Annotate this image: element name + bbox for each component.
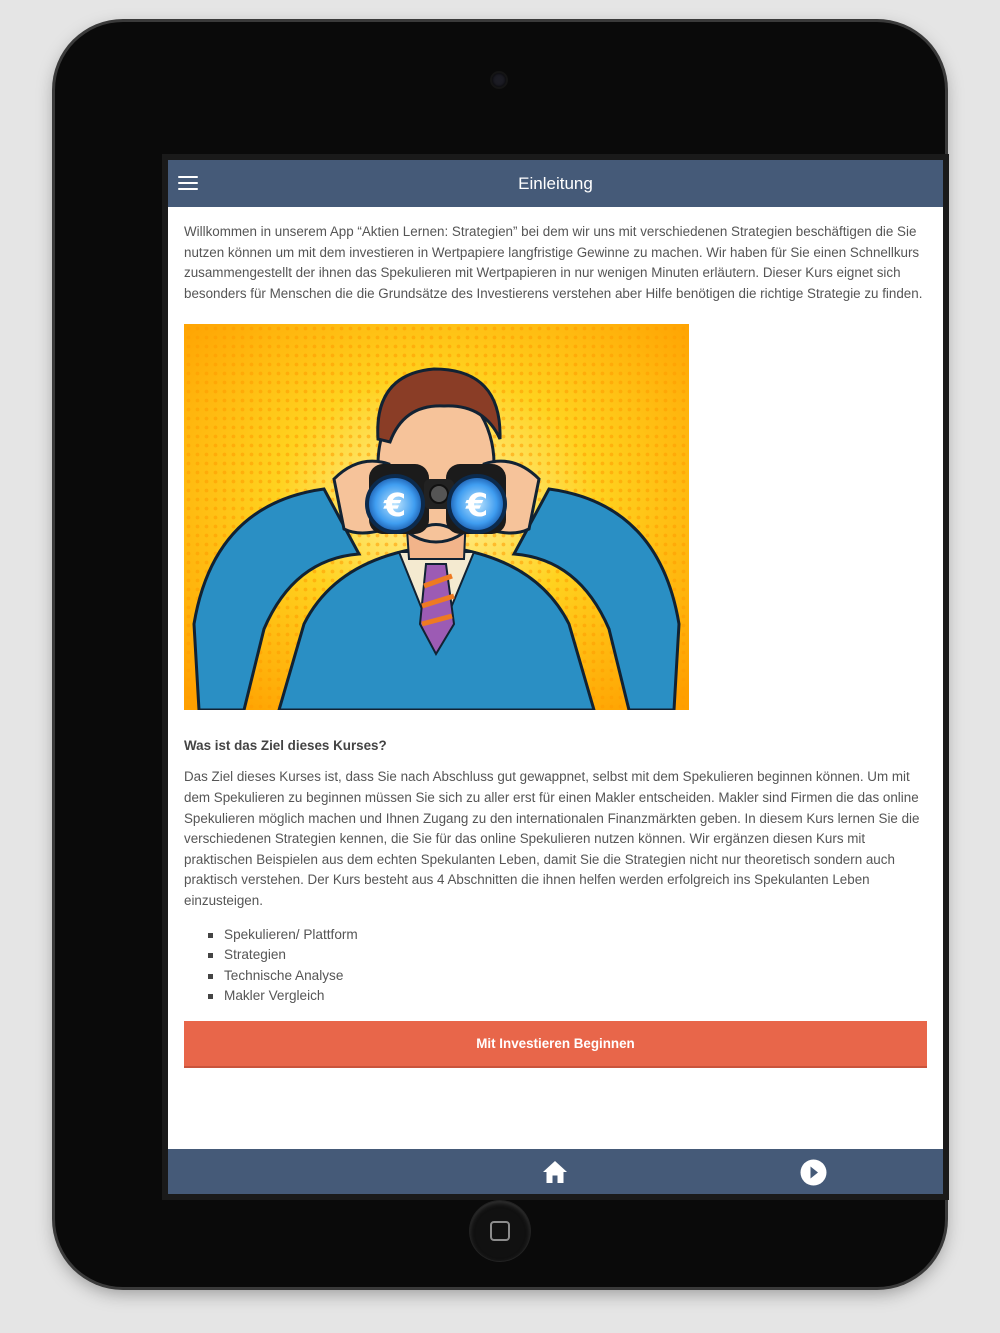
- course-sections-list: [184, 925, 928, 1007]
- camera-icon: [492, 73, 506, 87]
- device-home-button[interactable]: [470, 1201, 530, 1261]
- businessman-binoculars-illustration: [184, 324, 689, 710]
- list-item: Makler Vergleich: [208, 986, 928, 1007]
- list-item: Technische Analyse: [208, 966, 928, 987]
- list-item: Spekulieren/ Plattform: [208, 925, 928, 946]
- intro-paragraph: Willkommen in unserem App “Aktien Lernen: Strategien” bei dem wir uns mit verschiedenen Strategien beschäftigen die Sie nutzen können um mit dem investieren in Wertpapiere langfristige Gewinne zu machen. Wir haben für Sie einen Schnellkurs zusammengestellt der ihnen das Spekulieren mit Wertpapieren in nur wenigen Minuten erläutern. Dieser Kurs eignet sich besonders für Menschen die die Grundsätze des Investierens verstehen aber Hilfe benötigen die richtige Strategie zu finden.: [184, 224, 923, 301]
- page-title: Einleitung: [518, 174, 593, 193]
- goal-heading: Was ist das Ziel dieses Kurses?: [184, 738, 387, 754]
- tablet-device-frame: [55, 22, 945, 1287]
- home-icon[interactable]: [542, 1160, 568, 1184]
- bottom-nav-bar: [168, 1149, 943, 1194]
- app-header-bar: [168, 160, 943, 207]
- svg-text:€: €: [383, 486, 407, 525]
- goal-paragraph: Das Ziel dieses Kurses ist, dass Sie nach Abschluss gut gewappnet, selbst mit dem Spekulieren beginnen können. Um mit dem Spekulieren zu beginnen müssen Sie sich zu aller erst für einen Makler entscheiden. Makler sind Firmen die das online Spekulieren möglich machen und Ihnen Zugang zu den internationalen Finanzmärkten geben. In diesem Kurs lernen Sie die verschiedenen Strategien kennen, die Sie für das online Spekulieren nutzen können. Wir ergänzen diesen Kurs mit praktischen Beispielen aus dem echten Spekulanten Leben, damit Sie die Strategien nicht nur theoretisch sondern auch praktisch verstehen. Der Kurs besteht aus 4 Abschnitten die ihnen helfen werden erfolgreich ins Spekulanten Leben einzusteigen.: [184, 769, 920, 908]
- app-screen: [168, 160, 943, 1194]
- start-investing-button[interactable]: Mit Investieren Beginnen: [184, 1021, 927, 1068]
- list-item: Strategien: [208, 945, 928, 966]
- main-content: [184, 207, 928, 1068]
- play-circle-icon[interactable]: [800, 1159, 827, 1186]
- svg-text:€: €: [465, 486, 489, 525]
